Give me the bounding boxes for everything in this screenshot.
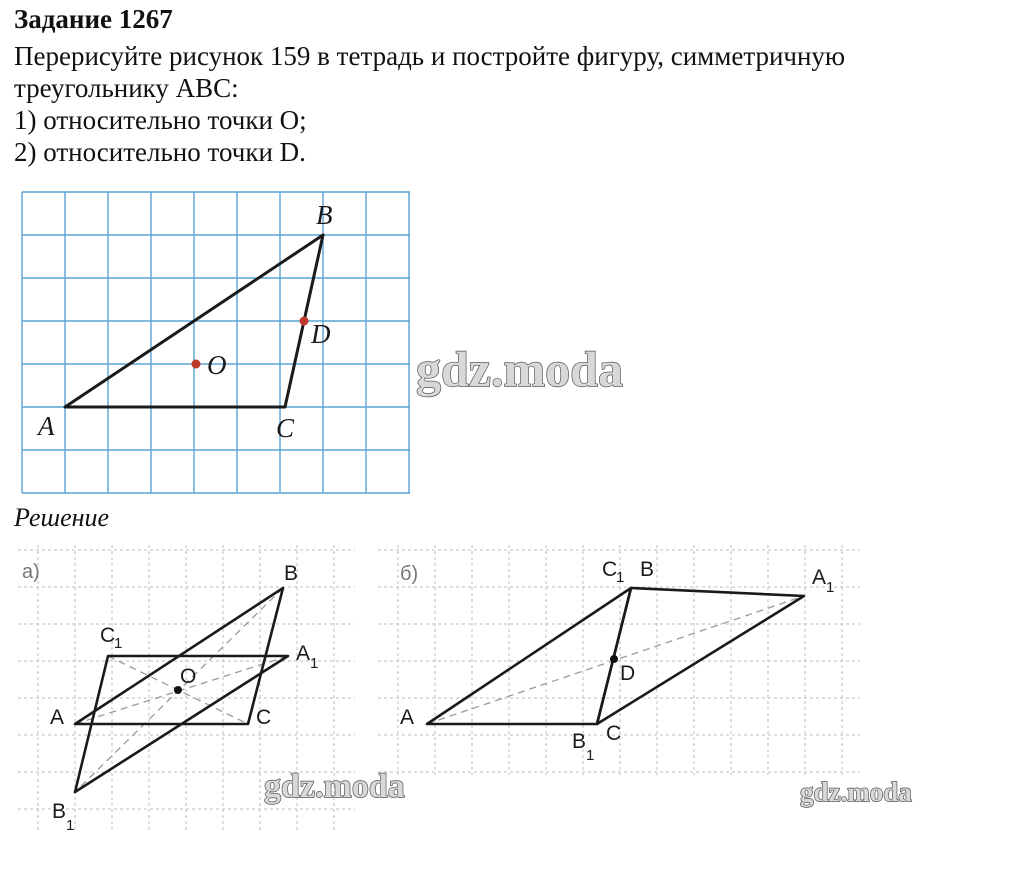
task-line: треугольнику ABC:	[14, 73, 239, 103]
panel-b-letter: б)	[400, 563, 419, 585]
panel-a-label-c1: C	[100, 624, 116, 647]
panel-a-label-c: C	[256, 706, 272, 729]
panel-b-label-a1-sub: 1	[826, 579, 835, 596]
panel-a-label-a: A	[50, 706, 65, 729]
panel-b-label-c: C	[606, 722, 622, 745]
watermark: gdz.moda	[264, 768, 405, 805]
label-b: B	[316, 200, 333, 230]
panel-a-label-c1-sub: 1	[114, 635, 123, 652]
panel-a-label-b1-sub: 1	[66, 817, 75, 834]
watermark: gdz.moda	[800, 777, 912, 807]
panel-a-label-b: B	[284, 562, 299, 585]
task-title: Задание 1267	[14, 4, 173, 34]
panel-a-label-b1: B	[52, 800, 67, 823]
panel-b-label-a: A	[400, 706, 415, 729]
panel-a-letter: а)	[22, 561, 40, 583]
panel-b-label-d: D	[620, 662, 636, 685]
panel-a-label-a1-sub: 1	[310, 655, 319, 672]
panel-b-label-c1: C	[602, 558, 618, 581]
label-a: A	[38, 411, 55, 441]
task-line: Перерисуйте рисунок 159 в тетрадь и постройте фигуру, симметричную	[14, 41, 846, 71]
panel-b-label-c1-sub: 1	[616, 569, 625, 586]
panel-b-label-b1: B	[572, 730, 587, 753]
panel-b-label-b1-sub: 1	[586, 747, 595, 764]
panel-a-label-a1: A	[296, 642, 311, 665]
watermark: gdz.moda	[416, 341, 623, 397]
task-line: 2) относительно точки D.	[14, 137, 306, 167]
label-c: C	[276, 413, 295, 443]
panel-a-label-o: O	[180, 665, 197, 688]
panel-b-label-b: B	[640, 558, 655, 581]
panel-b-label-a1: A	[812, 566, 827, 589]
label-d: D	[311, 319, 331, 349]
label-o: O	[207, 350, 227, 380]
solution-heading: Решение	[14, 503, 110, 532]
task-line: 1) относительно точки O;	[14, 105, 307, 135]
